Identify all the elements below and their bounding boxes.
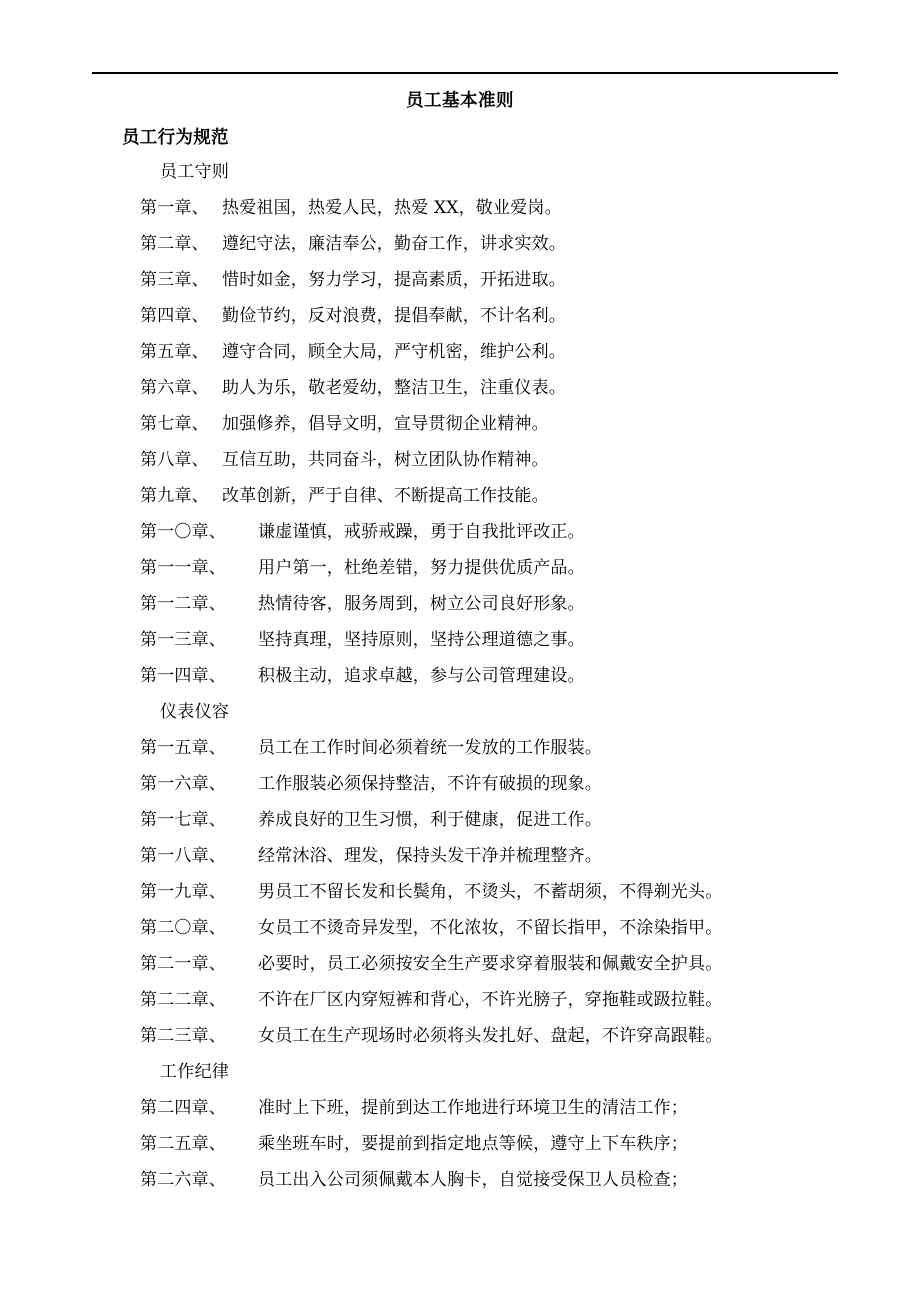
clause-text: 助人为乐，敬老爱幼，整洁卫生，注重仪表。 — [222, 378, 566, 398]
clause-row — [0, 1162, 920, 1198]
clause-label: 第一章、 — [140, 198, 209, 218]
clause-row — [0, 982, 920, 1018]
clause-row — [0, 766, 920, 802]
clause-text: 经常沐浴、理发，保持头发干净并梳理整齐。 — [258, 846, 602, 866]
clause-label: 第二章、 — [140, 234, 209, 254]
clause-row — [0, 370, 920, 406]
clause-text: 养成良好的卫生习惯，利于健康，促进工作。 — [258, 810, 602, 830]
clause-row — [0, 442, 920, 478]
clause-text: 用户第一，杜绝差错，努力提供优质产品。 — [258, 558, 585, 578]
clause-row — [0, 910, 920, 946]
clause-row — [0, 226, 920, 262]
clause-row — [0, 514, 920, 550]
clause-label: 第八章、 — [140, 450, 209, 470]
clause-text: 加强修养，倡导文明，宣导贯彻企业精神。 — [222, 414, 549, 434]
clause-row — [0, 334, 920, 370]
clause-text: 必要时，员工必须按安全生产要求穿着服装和佩戴安全护具。 — [258, 954, 723, 974]
clause-label: 第二四章、 — [140, 1098, 226, 1118]
clause-label: 第一五章、 — [140, 738, 226, 758]
clause-text: 积极主动，追求卓越，参与公司管理建设。 — [258, 666, 585, 686]
clause-row — [0, 190, 920, 226]
clause-label: 第七章、 — [140, 414, 209, 434]
clause-row — [0, 298, 920, 334]
clause-row — [0, 802, 920, 838]
clause-row — [0, 550, 920, 586]
clause-row — [0, 1126, 920, 1162]
clause-text: 谦虚谨慎，戒骄戒躁，勇于自我批评改正。 — [258, 522, 585, 542]
clause-row — [0, 946, 920, 982]
header-rule — [92, 72, 838, 74]
clause-label: 第六章、 — [140, 378, 209, 398]
subsection-heading-appearance: 仪表仪容 — [160, 702, 230, 722]
clause-label: 第一一章、 — [140, 558, 226, 578]
subsection-heading-employee-code: 员工守则 — [160, 162, 230, 182]
clause-label: 第二二章、 — [140, 990, 226, 1010]
clause-label: 第一三章、 — [140, 630, 226, 650]
clause-text: 男员工不留长发和长鬓角，不烫头，不蓄胡须，不得剃光头。 — [258, 882, 723, 902]
clause-row — [0, 622, 920, 658]
clause-label: 第一二章、 — [140, 594, 226, 614]
clause-label: 第一四章、 — [140, 666, 226, 686]
clause-label: 第二三章、 — [140, 1026, 226, 1046]
clause-label: 第三章、 — [140, 270, 209, 290]
clause-text: 惜时如金，努力学习，提高素质，开拓进取。 — [222, 270, 566, 290]
clause-row — [0, 658, 920, 694]
clause-row — [0, 478, 920, 514]
clause-row — [0, 1018, 920, 1054]
clause-label: 第二六章、 — [140, 1170, 226, 1190]
clause-text: 改革创新，严于自律、不断提高工作技能。 — [222, 486, 549, 506]
clause-label: 第九章、 — [140, 486, 209, 506]
clause-text: 乘坐班车时，要提前到指定地点等候，遵守上下车秩序； — [258, 1134, 688, 1154]
page-title: 员工基本准则 — [406, 91, 514, 111]
clause-text: 坚持真理，坚持原则，坚持公理道德之事。 — [258, 630, 585, 650]
clause-text: 员工在工作时间必须着统一发放的工作服装。 — [258, 738, 602, 758]
clause-label: 第二一章、 — [140, 954, 226, 974]
clause-row — [0, 262, 920, 298]
clause-text: 热爱祖国，热爱人民，热爱 XX，敬业爱岗。 — [222, 198, 562, 218]
clause-label: 第一九章、 — [140, 882, 226, 902]
clause-label: 第一〇章、 — [140, 522, 226, 542]
clause-text: 女员工不烫奇异发型，不化浓妆，不留长指甲，不涂染指甲。 — [258, 918, 723, 938]
clause-label: 第二五章、 — [140, 1134, 226, 1154]
clause-label: 第二〇章、 — [140, 918, 226, 938]
clause-text: 准时上下班，提前到达工作地进行环境卫生的清洁工作； — [258, 1098, 688, 1118]
clause-row — [0, 1090, 920, 1126]
clause-row — [0, 874, 920, 910]
clause-text: 勤俭节约，反对浪费，提倡奉献，不计名利。 — [222, 306, 566, 326]
clause-text: 遵守合同，顾全大局，严守机密，维护公利。 — [222, 342, 566, 362]
clause-text: 女员工在生产现场时必须将头发扎好、盘起，不许穿高跟鞋。 — [258, 1026, 723, 1046]
clause-label: 第一七章、 — [140, 810, 226, 830]
clause-text: 互信互助，共同奋斗，树立团队协作精神。 — [222, 450, 549, 470]
subsection-heading-work-discipline: 工作纪律 — [160, 1062, 230, 1082]
clause-text: 不许在厂区内穿短裤和背心，不许光膀子，穿拖鞋或趿拉鞋。 — [258, 990, 723, 1010]
clause-text: 工作服装必须保持整洁，不许有破损的现象。 — [258, 774, 602, 794]
clause-label: 第四章、 — [140, 306, 209, 326]
clause-row — [0, 838, 920, 874]
clause-row — [0, 730, 920, 766]
clause-text: 热情待客，服务周到，树立公司良好形象。 — [258, 594, 585, 614]
clause-label: 第一六章、 — [140, 774, 226, 794]
clause-label: 第五章、 — [140, 342, 209, 362]
clause-text: 员工出入公司须佩戴本人胸卡，自觉接受保卫人员检查； — [258, 1170, 688, 1190]
clause-row — [0, 406, 920, 442]
section-heading-employee-conduct: 员工行为规范 — [122, 128, 229, 148]
clause-row — [0, 586, 920, 622]
clause-label: 第一八章、 — [140, 846, 226, 866]
document-body — [0, 86, 920, 1198]
clause-text: 遵纪守法，廉洁奉公，勤奋工作，讲求实效。 — [222, 234, 566, 254]
